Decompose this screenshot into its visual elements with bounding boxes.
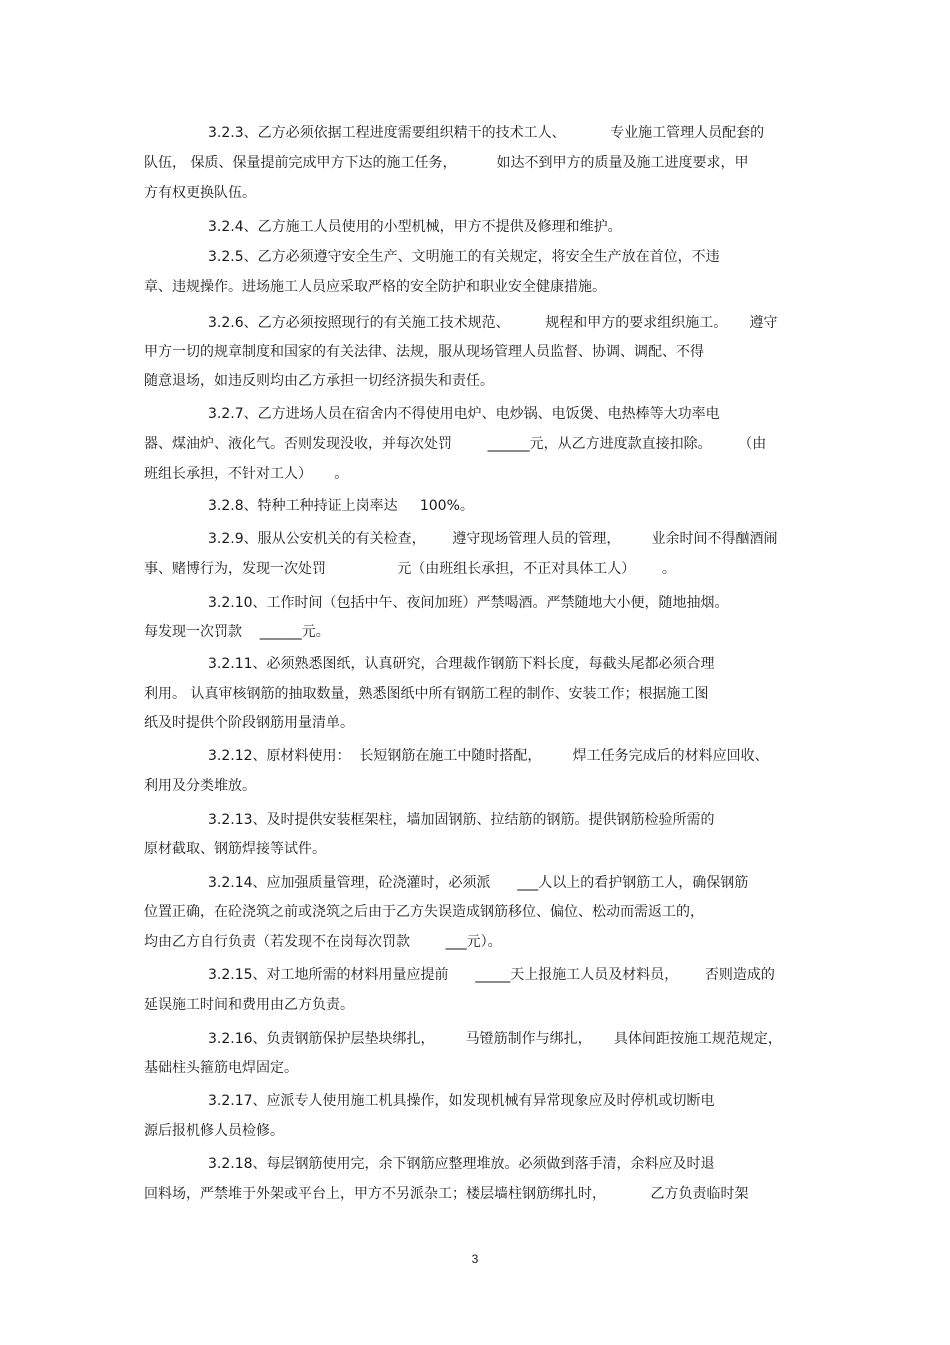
text-line: 3.2.6、乙方必须按照现行的有关施工技术规范、 规程和甲方的要求组织施工。 遵守 <box>208 315 778 331</box>
text-line: 3.2.15、对工地所需的材料用量应提前 _____天上报施工人员及材料员， 否则造成的 <box>208 967 775 983</box>
text-line: 3.2.14、应加强质量管理，砼浇灌时，必须派 ___人以上的看护钢筋工人，确保钢筋 <box>208 875 749 891</box>
text-line: 利用。 认真审核钢筋的抽取数量，熟悉图纸中所有钢筋工程的制作、安装工作；根据施工图 <box>144 686 709 702</box>
text-line: 3.2.18、每层钢筋使用完，余下钢筋应整理堆放。必须做到落手清，余料应及时退 <box>208 1156 715 1172</box>
text-line: 3.2.10、工作时间（包括中午、夜间加班）严禁喝酒。严禁随地大小便，随地抽烟。 <box>208 595 729 611</box>
text-line: 3.2.16、负责钢筋保护层垫块绑扎， 马镫筋制作与绑扎， 具体间距按施工规范规定， <box>208 1031 782 1047</box>
text-line: 位置正确，在砼浇筑之前或浇筑之后由于乙方失误造成钢筋移位、偏位、松动而需返工的， <box>144 904 704 920</box>
text-line: 方有权更换队伍。 <box>144 185 256 201</box>
text-line: 3.2.9、服从公安机关的有关检查， 遵守现场管理人员的管理， 业余时间不得酗酒闹 <box>208 531 778 547</box>
text-line: 每发现一次罚款 ______元。 <box>144 624 330 640</box>
text-line: 章、违规操作。进场施工人员应采取严格的安全防护和职业安全健康措施。 <box>144 279 606 295</box>
text-line: 3.2.5、乙方必须遵守安全生产、文明施工的有关规定，将安全生产放在首位，不违 <box>208 249 720 265</box>
text-line: 源后报机修人员检修。 <box>144 1123 284 1139</box>
text-line: 3.2.4、乙方施工人员使用的小型机械，甲方不提供及修理和维护。 <box>208 219 622 235</box>
text-line: 班组长承担，不针对工人） 。 <box>144 466 349 482</box>
text-line: 队伍， 保质、保量提前完成甲方下达的施工任务， 如达不到甲方的质量及施工进度要求，甲 <box>144 155 749 171</box>
text-line: 器、煤油炉、液化气。否则发现没收，并每次处罚 ______元，从乙方进度款直接扣除。 （由 <box>144 436 767 452</box>
text-line: 3.2.11、必须熟悉图纸，认真研究，合理裁作钢筋下料长度，每截头尾都必须合理 <box>208 656 715 672</box>
page-number: 3 <box>471 1252 479 1266</box>
text-line: 均由乙方自行负责（若发现不在岗每次罚款 ___元）。 <box>144 934 502 950</box>
text-line: 3.2.12、原材料使用： 长短钢筋在施工中随时搭配， 焊工任务完成后的材料应回收、 <box>208 748 769 764</box>
text-line: 事、赌博行为，发现一次处罚 元（由班组长承担，不正对具体工人） 。 <box>144 561 676 577</box>
text-line: 3.2.8、特种工种持证上岗率达 100%。 <box>208 498 474 514</box>
text-line: 甲方一切的规章制度和国家的有关法律、法规，服从现场管理人员监督、协调、调配、不得 <box>144 344 704 360</box>
text-line: 原材截取、钢筋焊接等试件。 <box>144 841 326 857</box>
text-line: 回料场，严禁堆于外架或平台上，甲方不另派杂工；楼层墙柱钢筋绑扎时， 乙方负责临时架 <box>144 1186 749 1202</box>
text-line: 纸及时提供个阶段钢筋用量清单。 <box>144 715 354 731</box>
text-line: 利用及分类堆放。 <box>144 778 256 794</box>
text-line: 3.2.13、及时提供安装框架柱，墙加固钢筋、拉结筋的钢筋。提供钢筋检验所需的 <box>208 812 715 828</box>
text-line: 随意退场，如违反则均由乙方承担一切经济损失和责任。 <box>144 373 494 389</box>
text-line: 3.2.17、应派专人使用施工机具操作，如发现机械有异常现象应及时停机或切断电 <box>208 1093 715 1109</box>
text-line: 3.2.7、乙方进场人员在宿舍内不得使用电炉、电炒锅、电饭煲、电热棒等大功率电 <box>208 406 720 422</box>
text-line: 基础柱头箍筋电焊固定。 <box>144 1060 298 1076</box>
text-line: 延误施工时间和费用由乙方负责。 <box>144 997 354 1013</box>
text-line: 3.2.3、乙方必须依据工程进度需要组织精干的技术工人、 专业施工管理人员配套的 <box>208 125 765 141</box>
